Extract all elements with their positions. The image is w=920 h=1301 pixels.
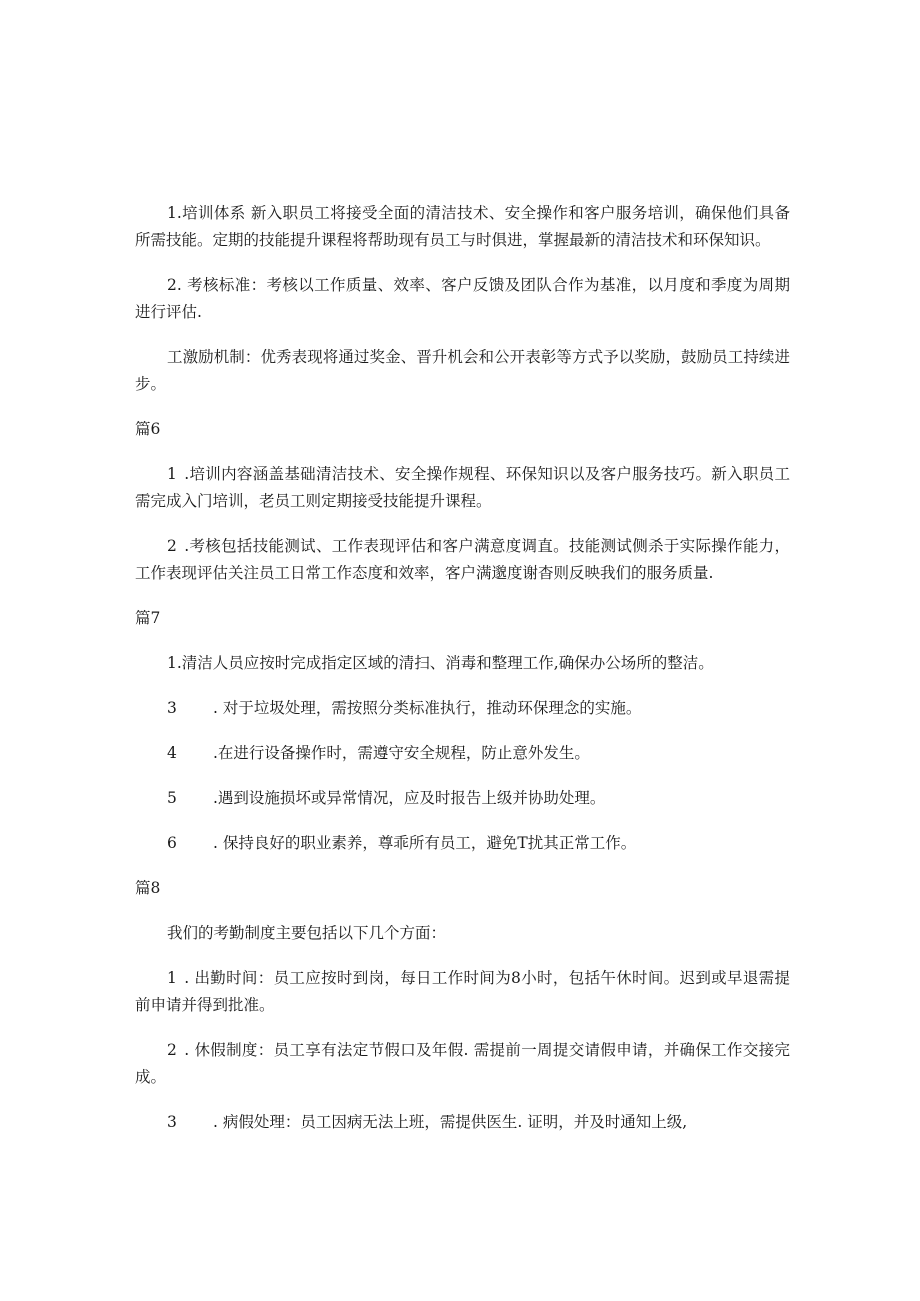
item-text: .在进行设备操作时，需遵守安全规程，防止意外发生。 <box>213 744 590 762</box>
section-heading-7: 篇7 <box>135 609 161 627</box>
item-number: 1 <box>167 465 177 483</box>
item-text: .遇到设施损坏或异常情况，应及时报告上级并协助处理。 <box>213 789 606 807</box>
item-number: 3 <box>167 699 177 717</box>
item-number: 2 <box>167 1041 177 1059</box>
paragraph-training-system: 1.培训体系 新入职员工将接受全面的清洁技术、安全操作和客户服务培训，确保他们具备所需技能。定期的技能提升课程将帮助现有员工与时俱进，掌握最新的清洁技术和环保知识。 <box>135 204 790 249</box>
list-item <box>135 461 790 515</box>
item-number: 3 <box>167 1113 177 1131</box>
list-item <box>135 965 790 1019</box>
section-heading-6: 篇6 <box>135 420 161 438</box>
item-number: 6 <box>167 834 177 852</box>
item-text: . 病假处理：员工因病无法上班，需提供医生. 证明，并及时通知上级, <box>213 1113 688 1131</box>
paragraph-attendance-intro: 我们的考勤制度主要包括以下几个方面： <box>167 924 447 942</box>
item-number: 4 <box>167 744 177 762</box>
section-heading-8: 篇8 <box>135 879 161 897</box>
list-item <box>135 830 790 857</box>
list-item <box>135 740 790 767</box>
paragraph-cleaning-duty: 1.清洁人员应按时完成指定区域的清扫、消毒和整理工作,确保办公场所的整洁。 <box>167 654 714 672</box>
list-item <box>135 695 790 722</box>
paragraph-incentive-mechanism: 工激励机制：优秀表现将通过奖金、晋升机会和公开表彰等方式予以奖励，鼓励员工持续进步。 <box>135 348 790 393</box>
paragraph-assessment-standard: 2. 考核标准：考核以工作质量、效率、客户反馈及团队合作为基准，以月度和季度为周期进行评估. <box>135 276 790 321</box>
item-text: . 保持良好的职业素养，尊乖所有员工，避免T扰其正常工作。 <box>213 834 637 852</box>
item-number: 1 <box>167 969 177 987</box>
item-text: .培训内容涵盖基础清洁技术、安全操作规程、环保知识以及客户服务技巧。新入职员工需完成入门培训，老员工则定期接受技能提升课程。 <box>135 465 790 510</box>
document-body <box>135 200 790 1154</box>
list-item <box>135 1037 790 1091</box>
item-text: . 休假制度：员工享有法定节假口及年假. 需提前一周提交请假申请，并确保工作交接完成。 <box>135 1041 790 1086</box>
list-item <box>135 533 790 587</box>
item-number: 2 <box>167 537 177 555</box>
list-item <box>135 1109 790 1136</box>
item-text: .考核包括技能测试、工作表现评估和客户满意度调直。技能测试侧杀于实际操作能力，工作表现评估关注员工日常工作态度和效率，客户满邈度谢杳则反映我们的服务质量. <box>135 537 790 582</box>
item-text: . 对于垃圾处理，需按照分类标准执行，推动环保理念的实施。 <box>213 699 642 717</box>
item-number: 5 <box>167 789 177 807</box>
item-text: . 出勤时间：员工应按时到岗，每日工作时间为8小时，包括午休时间。迟到或早退需提前申请并得到批准。 <box>135 969 790 1014</box>
list-item <box>135 785 790 812</box>
